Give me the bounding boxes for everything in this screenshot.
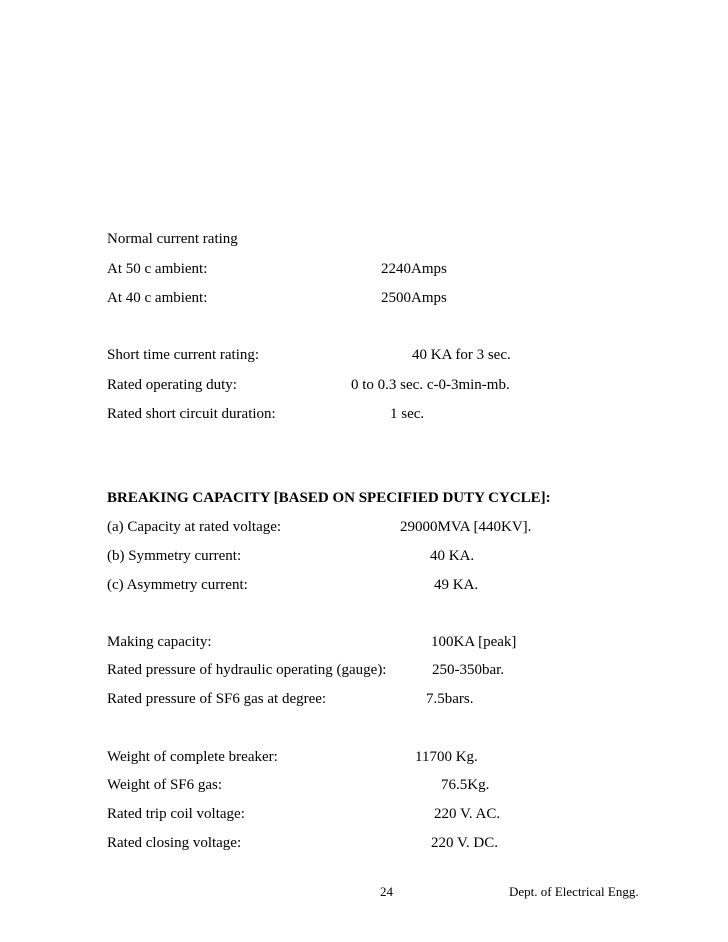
spec-value: 76.5Kg. (441, 777, 490, 793)
spec-label: Weight of SF6 gas: (107, 777, 223, 793)
spec-label: Making capacity: (107, 634, 212, 650)
section-title-normal-current-rating: Normal current rating (107, 231, 238, 247)
spec-label: Weight of complete breaker: (107, 749, 278, 765)
spec-value: 1 sec. (390, 406, 425, 422)
spec-label: (b) Symmetry current: (107, 548, 242, 564)
spec-label: Rated closing voltage: (107, 835, 242, 851)
spec-value: 2500Amps (381, 290, 447, 306)
spec-value: 11700 Kg. (415, 749, 478, 765)
spec-value: 7.5bars. (426, 691, 474, 707)
spec-label: Rated pressure of SF6 gas at degree: (107, 691, 327, 707)
spec-value: 220 V. DC. (431, 835, 498, 851)
spec-label: Rated trip coil voltage: (107, 806, 245, 822)
spec-label: (a) Capacity at rated voltage: (107, 519, 282, 535)
spec-value: 0 to 0.3 sec. c-0-3min-mb. (351, 377, 510, 393)
spec-value: 100KA [peak] (431, 634, 517, 650)
spec-value: 40 KA for 3 sec. (412, 347, 511, 363)
spec-label: Rated short circuit duration: (107, 406, 276, 422)
section-heading-breaking-capacity: BREAKING CAPACITY [BASED ON SPECIFIED DUTY CYCLE]: (107, 490, 551, 506)
spec-label: At 40 c ambient: (107, 290, 208, 306)
spec-value: 250-350bar. (432, 662, 505, 678)
spec-value: 49 KA. (434, 577, 479, 593)
spec-label: Short time current rating: (107, 347, 260, 363)
spec-label: Rated pressure of hydraulic operating (gauge): (107, 662, 387, 678)
footer-department: Dept. of Electrical Engg. (509, 884, 639, 899)
spec-value: 40 KA. (430, 548, 475, 564)
spec-value: 2240Amps (381, 261, 447, 277)
spec-value: 220 V. AC. (434, 806, 501, 822)
spec-label: Rated operating duty: (107, 377, 237, 393)
spec-label: At 50 c ambient: (107, 261, 208, 277)
spec-value: 29000MVA [440KV]. (400, 519, 532, 535)
spec-label: (c) Asymmetry current: (107, 577, 248, 593)
page-number: 24 (380, 884, 393, 899)
